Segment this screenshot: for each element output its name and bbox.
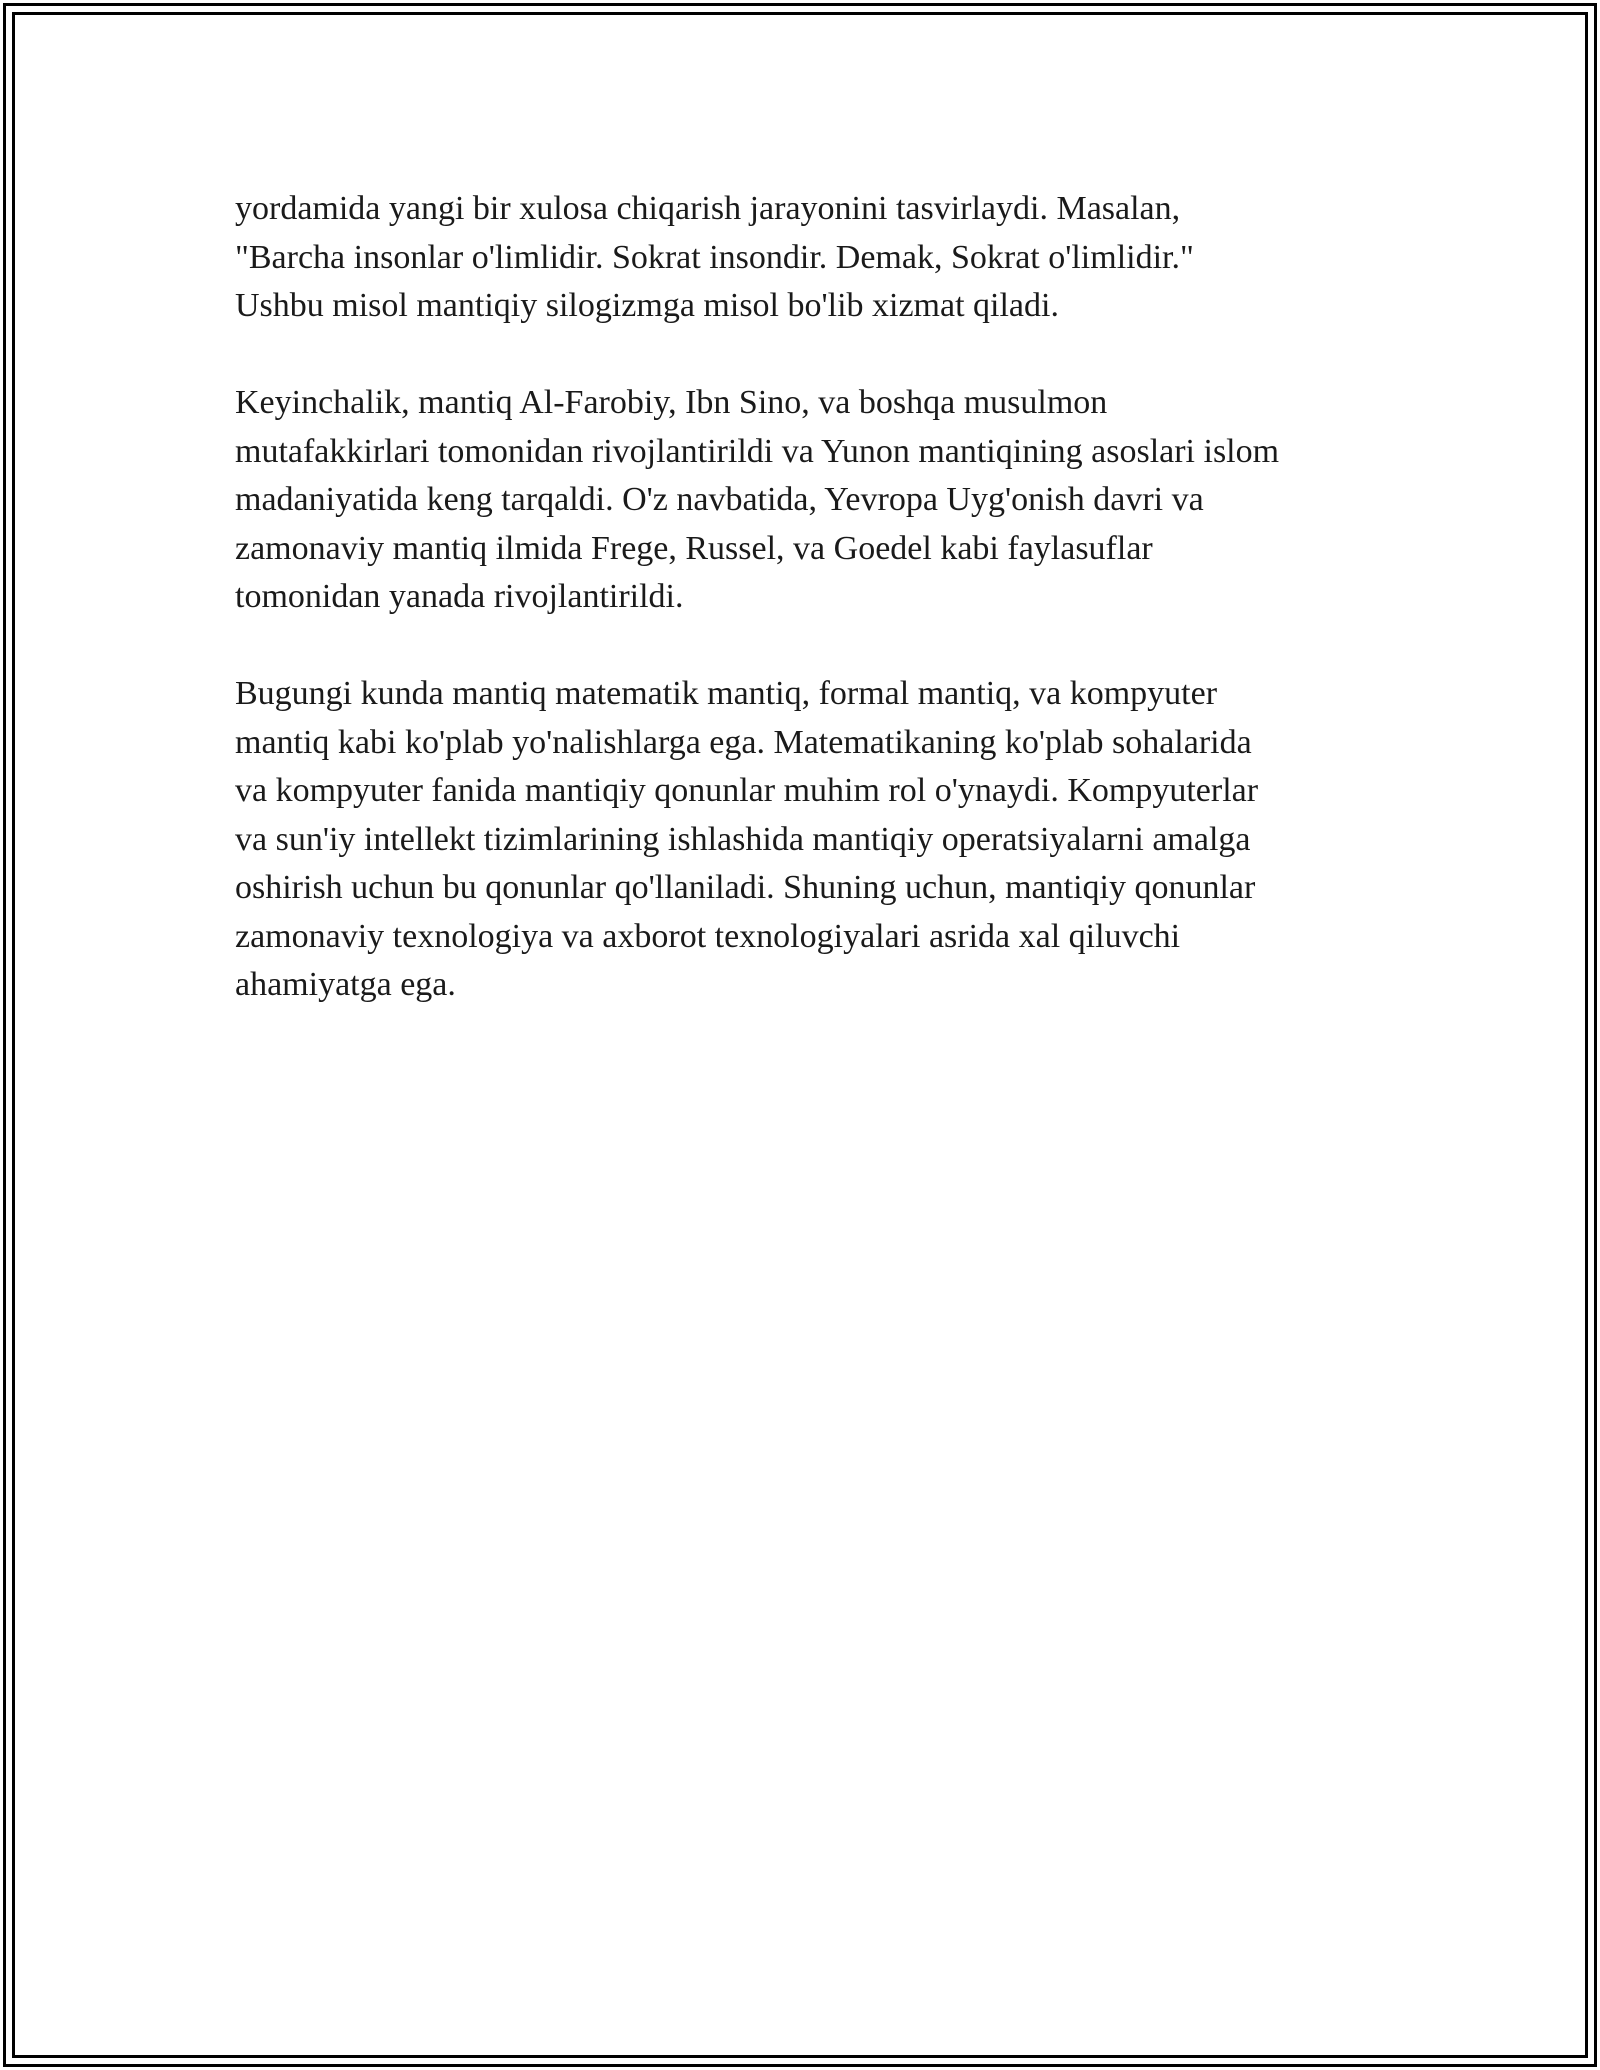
paragraph-syllogism: yordamida yangi bir xulosa chiqarish jarayonini tasvirlaydi. Masalan, "Barcha insonlar o'limlidir. Sokrat insondir. Demak, Sokrat o'limlidir." Ushbu misol mantiqiy silogizmga misol bo'lib xizmat qiladi.: [235, 190, 1194, 324]
paragraph-modern-logic: Bugungi kunda mantiq matematik mantiq, formal mantiq, va kompyuter mantiq kabi ko'plab yo'nalishlarga ega. Matematikaning ko'plab sohalarida va kompyuter fanida mantiqiy qonunlar muhim rol o'ynaydi. Kompyuterlar va sun'iy intellekt tizimlarining ishlashida mantiqiy operatsiyalarni amalga oshirish uchun bu qonunlar qo'llaniladi. Shuning uchun, mantiqiy qonunlar zamonaviy texnologiya va axborot texnologiyalari asrida xal qiluvchi ahamiyatga ega.: [235, 675, 1259, 1003]
document-body: [235, 185, 1380, 1058]
paragraph-history: Keyinchalik, mantiq Al-Farobiy, Ibn Sino, va boshqa musulmon mutafakkirlari tomonidan rivojlantirildi va Yunon mantiqining asoslari islom madaniyatida keng tarqaldi. O'z navbatida, Yevropa Uyg'onish davri va zamonaviy mantiq ilmida Frege, Russel, va Goedel kabi faylasuflar tomonidan yanada rivojlantirildi.: [235, 384, 1280, 615]
